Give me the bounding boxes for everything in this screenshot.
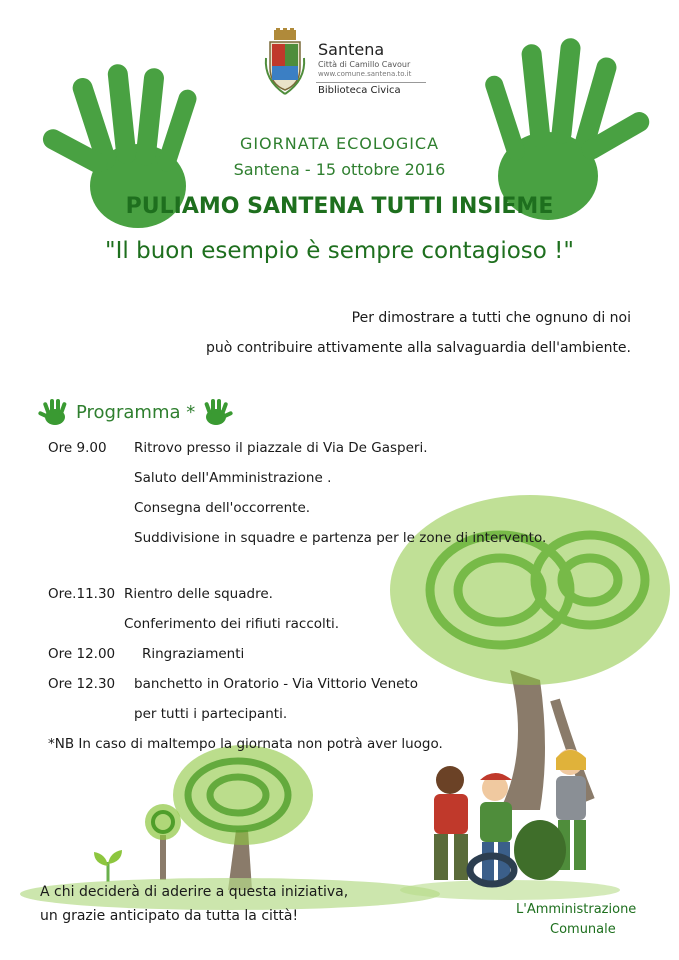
thanks-line: un grazie anticipato da tutta la città!	[40, 908, 299, 924]
org-library: Biblioteca Civica	[318, 85, 401, 96]
program-line: Suddivisione in squadre e partenza per le zone di intervento.	[134, 530, 547, 546]
program-heading	[38, 398, 233, 426]
small-handprint-icon	[201, 398, 233, 426]
program-title: Programma *	[76, 401, 196, 423]
program-line: banchetto in Oratorio - Via Vittorio Veneto	[134, 676, 418, 692]
org-name: Santena	[318, 40, 385, 59]
program-line: Conferimento dei rifiuti raccolti.	[124, 616, 340, 632]
signature-line: Comunale	[550, 922, 616, 937]
org-divider	[316, 82, 426, 83]
org-subtitle: Città di Camillo Cavour	[318, 60, 411, 69]
small-handprint-icon	[38, 398, 70, 426]
program-line: Rientro delle squadre.	[124, 586, 273, 602]
intro-line: può contribuire attivamente alla salvaguardia dell'ambiente.	[205, 340, 631, 356]
program-note: *NB In caso di maltempo la giornata non potrà aver luogo.	[48, 736, 443, 752]
children-cleaning-illustration	[400, 740, 620, 900]
program-line: Consegna dell'occorrente.	[134, 500, 311, 516]
intro-line: Per dimostrare a tutti che ognuno di noi	[351, 310, 631, 326]
program-line: Saluto dell'Amministrazione .	[134, 470, 332, 486]
town-crest-icon	[262, 28, 308, 98]
program-time: Ore.11.30	[48, 586, 116, 602]
org-url: www.comune.santena.to.it	[318, 70, 412, 78]
program-line: per tutti i partecipanti.	[134, 706, 288, 722]
program-time: Ore 12.30	[48, 676, 116, 692]
event-title: GIORNATA ECOLOGICA	[239, 134, 440, 153]
thanks-line: A chi deciderà di aderire a questa iniziativa,	[40, 884, 349, 900]
signature-line: L'Amministrazione	[516, 902, 637, 917]
event-slogan: PULIAMO SANTENA TUTTI INSIEME	[125, 194, 554, 219]
program-line: Ringraziamenti	[142, 646, 245, 662]
swirl-tree-illustration	[128, 800, 198, 880]
event-date: Santena - 15 ottobre 2016	[233, 160, 446, 179]
program-time: Ore 12.00	[48, 646, 116, 662]
program-time: Ore 9.00	[48, 440, 107, 456]
program-line: Ritrovo presso il piazzale di Via De Gasperi.	[134, 440, 428, 456]
event-quote: "Il buon esempio è sempre contagioso !"	[105, 238, 574, 264]
